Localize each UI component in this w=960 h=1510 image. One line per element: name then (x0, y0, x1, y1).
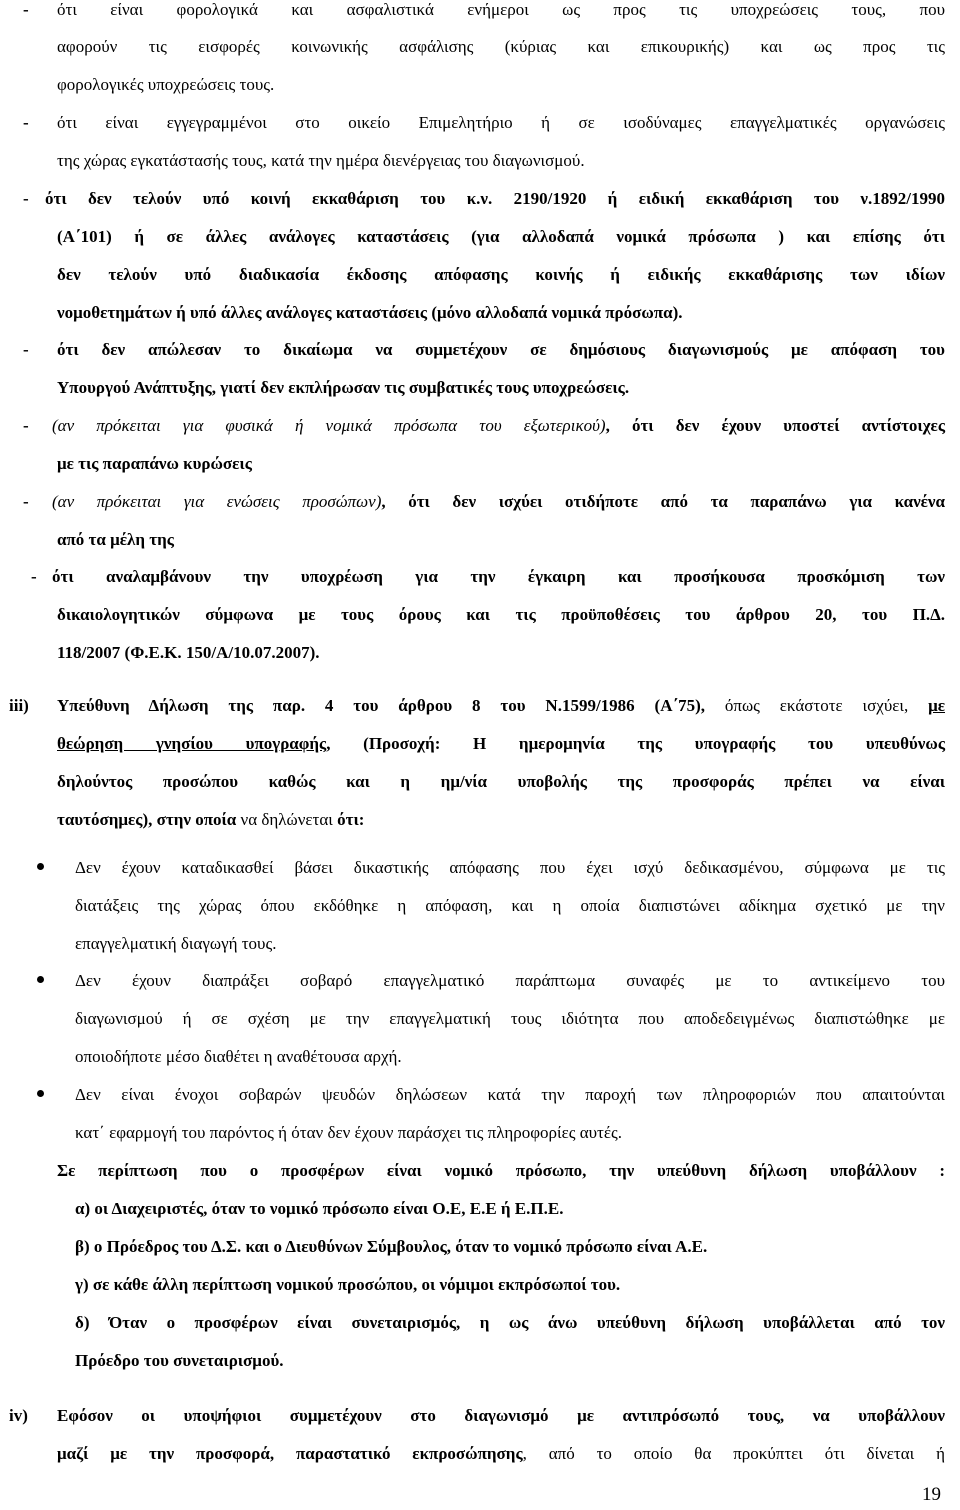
text-line: της χώρας εγκατάστασής τους, κατά την ημέρα διενέργειας του διαγωνισμού. (57, 151, 585, 170)
text-line: οποιοδήποτε μέσο διαθέτει η αναθέτουσα αρχή. (75, 1047, 402, 1066)
text-line: ότι δεν απώλεσαν το δικαίωμα να συμμετέχουν σε δημόσιους διαγωνισμούς με απόφαση του (57, 340, 945, 359)
text-line: Εφόσον οι υποψήφιοι συμμετέχουν στο διαγωνισμό με αντιπρόσωπό τους, να υποβάλλουν (57, 1406, 945, 1425)
text-line (52, 416, 945, 436)
text-line: Πρόεδρο του συνεταιρισμού. (75, 1351, 284, 1370)
text-span: , ότι δεν ισχύει οτιδήποτε από τα παραπάνω για κανένα (381, 492, 946, 511)
text-line: (Α΄101) ή σε άλλες ανάλογες καταστάσεις (για αλλοδαπά νομικά πρόσωπα ) και επίσης ότι (57, 227, 945, 246)
text-line: Υπουργού Ανάπτυξης, γιατί δεν εκπλήρωσαν τις συμβατικές τους υποχρεώσεις. (57, 378, 630, 397)
text-line: επαγγελματική διαγωγή τους. (75, 934, 277, 953)
text-line (57, 734, 945, 754)
list-dash: - (23, 416, 29, 435)
text-line (57, 810, 364, 830)
list-dash: - (23, 492, 29, 511)
text-line (57, 1444, 945, 1464)
list-dash: - (23, 189, 29, 208)
underlined-text: θεώρηση γνησίου υπογραφής (57, 734, 327, 753)
text-line: β) ο Πρόεδρος του Δ.Σ. και ο Διευθύνων Σύμβουλος, όταν το νομικό πρόσωπο είναι Α.Ε. (75, 1237, 708, 1256)
text-line: διαγωνισμού ή σε σχέση με την επαγγελματική τους ιδιότητα που αποδεδειγμένως διαπιστώθηκε με (75, 1009, 945, 1028)
text-line: ότι είναι φορολογικά και ασφαλιστικά ενήμεροι ως προς τις υποχρεώσεις τους, που (57, 0, 945, 19)
text-span: ταυτόσημες), στην οποία (57, 810, 237, 829)
text-line: από τα μέλη της (57, 530, 174, 549)
italic-note: (αν πρόκειται για ενώσεις προσώπων) (52, 492, 382, 511)
text-span: Υπεύθυνη Δήλωση της παρ. 4 του άρθρου 8 του Ν.1599/1986 (Α΄75), (57, 696, 706, 715)
list-dash: - (31, 567, 37, 586)
text-line: γ) σε κάθε άλλη περίπτωση νομικού προσώπου, οι νόμιμοι εκπρόσωποί του. (75, 1275, 621, 1294)
page-number: 19 (922, 1484, 941, 1505)
text-line: 118/2007 (Φ.Ε.Κ. 150/Α/10.07.2007). (57, 643, 320, 662)
text-line: αφορούν τις εισφορές κοινωνικής ασφάλισης (κύριας και επικουρικής) και ως προς τις (57, 37, 945, 56)
text-span: να δηλώνεται (240, 810, 333, 829)
text-line: κατ΄ εφαρμογή του παρόντος ή όταν δεν έχουν παράσχει τις πληροφορίες αυτές. (75, 1123, 622, 1142)
text-span: , ότι δεν έχουν υποστεί αντίστοιχες (605, 416, 945, 435)
text-line: Δεν είναι ένοχοι σοβαρών ψευδών δηλώσεων κατά την παροχή των πληροφοριών που απαιτούνται (75, 1085, 945, 1104)
section-marker-iii: iii) (9, 696, 29, 715)
list-dash: - (23, 0, 29, 19)
list-dash: - (23, 113, 29, 132)
text-line (57, 696, 945, 716)
text-line: διατάξεις της χώρας όπου εκδόθηκε η απόφαση, και η οποία διαπιστώνει αδίκημα σχετικό με την (75, 896, 945, 915)
text-line: δικαιολογητικών σύμφωνα με τους όρους και τις προϋποθέσεις του άρθρου 20, του Π.Δ. (57, 605, 945, 624)
text-line: νομοθετημάτων ή υπό άλλες ανάλογες καταστάσεις (μόνο αλλοδαπά νομικά πρόσωπα). (57, 303, 683, 322)
text-span: , (Προσοχή: Η ημερομηνία της υπογραφής του υπευθύνως (326, 734, 945, 753)
italic-note: (αν πρόκειται για φυσικά ή νομικά πρόσωπα του εξωτερικού) (52, 416, 606, 435)
text-line: ότι αναλαμβάνουν την υποχρέωση για την έγκαιρη και προσήκουσα προσκόμιση των (52, 567, 945, 586)
text-span: ότι: (337, 810, 365, 829)
list-dash: - (23, 340, 29, 359)
underlined-text: με (928, 696, 945, 715)
text-line: ότι δεν τελούν υπό κοινή εκκαθάριση του κ.ν. 2190/1920 ή ειδική εκκαθάριση του ν.1892/1990 (45, 189, 945, 208)
text-span: όπως εκάστοτε ισχύει, (724, 696, 909, 715)
bullet-icon (37, 1090, 44, 1097)
text-line: δεν τελούν υπό διαδικασία έκδοσης απόφασης κοινής ή ειδικής εκκαθάρισης των ιδίων (57, 265, 945, 284)
text-line: α) οι Διαχειριστές, όταν το νομικό πρόσωπο είναι Ο.Ε, Ε.Ε ή Ε.Π.Ε. (75, 1199, 564, 1218)
bullet-icon (37, 976, 44, 983)
text-line: με τις παραπάνω κυρώσεις (57, 454, 252, 473)
text-line: δ) Όταν ο προσφέρων είναι συνεταιρισμός, η ως άνω υπεύθυνη δήλωση υποβάλλεται από τον (75, 1313, 945, 1332)
text-line: δηλούντος προσώπου καθώς και η ημ/νία υποβολής της προσφοράς πρέπει να είναι (57, 772, 945, 791)
text-line (52, 492, 945, 512)
text-line: Σε περίπτωση που ο προσφέρων είναι νομικό πρόσωπο, την υπεύθυνη δήλωση υποβάλλουν : (57, 1161, 945, 1180)
text-line: Δεν έχουν καταδικασθεί βάσει δικαστικής απόφασης που έχει ισχύ δεδικασμένου, σύμφωνα με τις (75, 858, 945, 877)
text-line: φορολογικές υποχρεώσεις τους. (57, 75, 275, 94)
text-span: μαζί με την προσφορά, παραστατικό εκπροσώπησης (57, 1444, 523, 1463)
text-line: ότι είναι εγγεγραμμένοι στο οικείο Επιμελητήριο ή σε ισοδύναμες επαγγελματικές οργανώσεις (57, 113, 945, 132)
text-line: Δεν έχουν διαπράξει σοβαρό επαγγελματικό παράπτωμα συναφές με το αντικείμενο του (75, 971, 945, 990)
text-span: , από το οποίο θα προκύπτει ότι δίνεται ή (522, 1444, 945, 1463)
section-marker-iv: iv) (9, 1406, 28, 1425)
bullet-icon (37, 863, 44, 870)
